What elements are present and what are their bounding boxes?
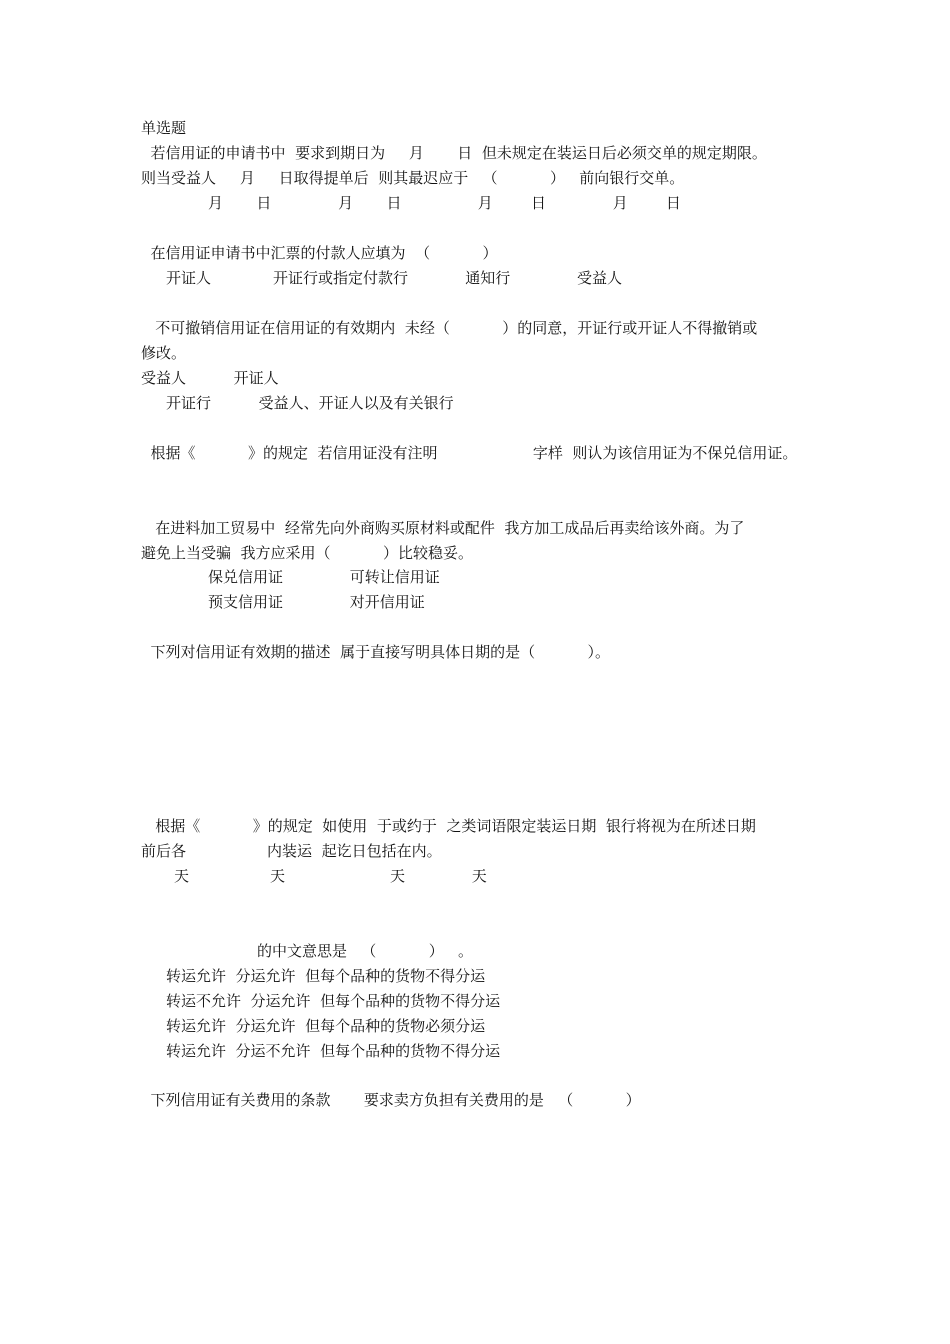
q5-options-row2: 预支信用证 对开信用证 (208, 593, 425, 611)
q8-stem: 的中文意思是 （ ） 。 (257, 942, 474, 960)
q5-stem-line1: 在进料加工贸易中 经常先向外商购买原材料或配件 我方加工成品后再卖给该外商。为了 (141, 519, 745, 537)
q7-stem-line2: 前后各 内装运 起讫日包括在内。 (141, 842, 442, 860)
q3-stem-line1: 不可撤销信用证在信用证的有效期内 未经（ ）的同意，开证行或开证人不得撤销或 (141, 319, 758, 337)
section-heading: 单选题 (141, 119, 187, 137)
q5-stem-line2: 避免上当受骗 我方应采用（ ）比较稳妥。 (141, 544, 473, 562)
q8-option-d: 转运允许 分运不允许 但每个品种的货物不得分运 (166, 1042, 501, 1060)
q1-options: 月 日 月 日 月 日 月 日 (208, 194, 681, 212)
q7-options: 天 天 天 天 (174, 867, 487, 885)
q8-option-c: 转运允许 分运允许 但每个品种的货物必须分运 (166, 1017, 486, 1035)
q3-options-row1: 受益人 开证人 (141, 369, 279, 387)
q7-stem-line1: 根据《 》的规定 如使用 于或约于 之类词语限定装运日期 银行将视为在所述日期 (141, 817, 756, 835)
q9-stem: 下列信用证有关费用的条款 要求卖方负担有关费用的是 （ ） (141, 1091, 641, 1109)
q2-options: 开证人 开证行或指定付款行 通知行 受益人 (166, 269, 622, 287)
q6-stem: 下列对信用证有效期的描述 属于直接写明具体日期的是（ ）。 (141, 643, 611, 661)
q1-stem-line1: 若信用证的申请书中 要求到期日为 月 日 但未规定在装运日后必须交单的规定期限。 (141, 144, 767, 162)
q2-stem: 在信用证申请书中汇票的付款人应填为 （ ） (141, 244, 498, 262)
q1-stem-line2: 则当受益人 月 日取得提单后 则其最迟应于 （ ） 前向银行交单。 (141, 169, 685, 187)
q3-stem-line2: 修改。 (141, 344, 187, 362)
q3-options-row2: 开证行 受益人、开证人以及有关银行 (166, 394, 454, 412)
q4-stem: 根据《 》的规定 若信用证没有注明 字样 则认为该信用证为不保兑信用证。 (141, 444, 798, 462)
q8-option-b: 转运不允许 分运允许 但每个品种的货物不得分运 (166, 992, 501, 1010)
q5-options-row1: 保兑信用证 可转让信用证 (208, 568, 440, 586)
q8-option-a: 转运允许 分运允许 但每个品种的货物不得分运 (166, 967, 486, 985)
